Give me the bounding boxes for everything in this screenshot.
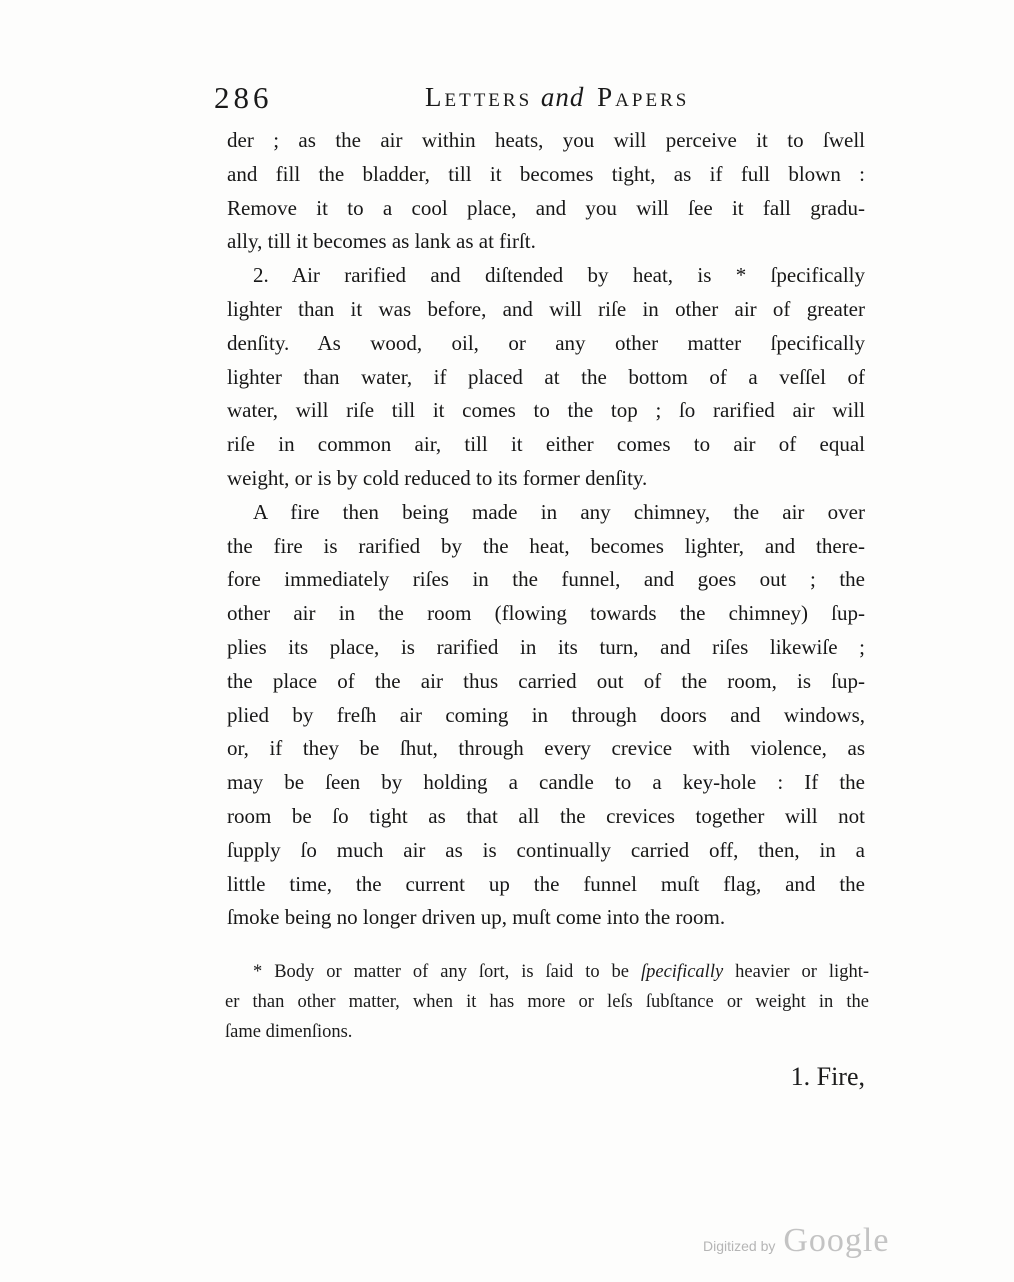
footnote (225, 957, 869, 1047)
watermark-prefix: Digitized by (703, 1238, 776, 1254)
text-line: room be ſo tight as that all the crevices together will not (227, 803, 865, 828)
body-text-column (227, 124, 865, 935)
text-line: denſity. As wood, oil, or any other matter ſpecifically (227, 330, 865, 355)
text-line: plied by freſh air coming in through doors and windows, (227, 702, 865, 727)
running-title-word-letters: Letters (425, 82, 533, 112)
text-line: fore immediately riſes in the funnel, and goes out ; the (227, 567, 865, 592)
text-line: little time, the current up the funnel muſt flag, and the (227, 871, 865, 896)
text-line: 2. Air rarified and diſtended by heat, is * ſpecifically (253, 263, 865, 288)
footnote-line (225, 957, 869, 987)
running-title (425, 82, 689, 113)
text-line: the place of the air thus carried out of the room, is ſup- (227, 668, 865, 693)
text-line: water, will riſe till it comes to the top ; ſo rarified air will (227, 398, 865, 423)
text-line: plies its place, is rarified in its turn, and riſes likewiſe ; (227, 634, 865, 659)
paragraph-continuation (227, 124, 865, 259)
text-line: and fill the bladder, till it becomes tight, as if full blown : (227, 161, 865, 186)
footnote-text-pre: * Body or matter of any ſort, is ſaid to be (253, 962, 641, 982)
footnote-line: ſame dimenſions. (225, 1022, 353, 1042)
text-line: the fire is rarified by the heat, becomes lighter, and there- (227, 533, 865, 558)
text-line: ſupply ſo much air as is continually carried off, then, in a (227, 837, 865, 862)
text-line: weight, or is by cold reduced to its former denſity. (227, 465, 648, 490)
footnote-text-post: heavier or light- (723, 962, 869, 982)
text-line: der ; as the air within heats, you will perceive it to ſwell (227, 128, 865, 152)
running-title-word-papers: Papers (597, 82, 690, 112)
text-line: may be ſeen by holding a candle to a key-hole : If the (227, 770, 865, 795)
google-logo: Google (783, 1222, 890, 1259)
running-title-word-and: and (540, 82, 585, 112)
page-number: 286 (214, 80, 273, 115)
paragraph-section-2 (227, 259, 865, 496)
catchword: 1. Fire, (790, 1062, 865, 1091)
text-line: ſmoke being no longer driven up, muſt come into the room. (227, 905, 726, 930)
text-line: ally, till it becomes as lank as at firſt. (227, 229, 536, 254)
footnote-line: er than other matter, when it has more or leſs ſubſtance or weight in the (225, 992, 869, 1012)
text-line: or, if they be ſhut, through every crevice with violence, as (227, 736, 865, 761)
digitized-watermark (703, 1222, 889, 1260)
text-line: A fire then being made in any chimney, the air over (253, 499, 865, 524)
paragraph-fire-chimney (227, 496, 865, 935)
text-line: other air in the room (flowing towards the chimney) ſup- (227, 601, 865, 626)
text-line: Remove it to a cool place, and you will ſee it fall gradu- (227, 195, 865, 220)
text-line: riſe in common air, till it either comes to air of equal (227, 432, 865, 457)
text-line: lighter than it was before, and will riſe in other air of greater (227, 296, 865, 321)
footnote-text-italic: ſpecifically (640, 962, 724, 982)
text-line: lighter than water, if placed at the bottom of a veſſel of (227, 364, 865, 389)
